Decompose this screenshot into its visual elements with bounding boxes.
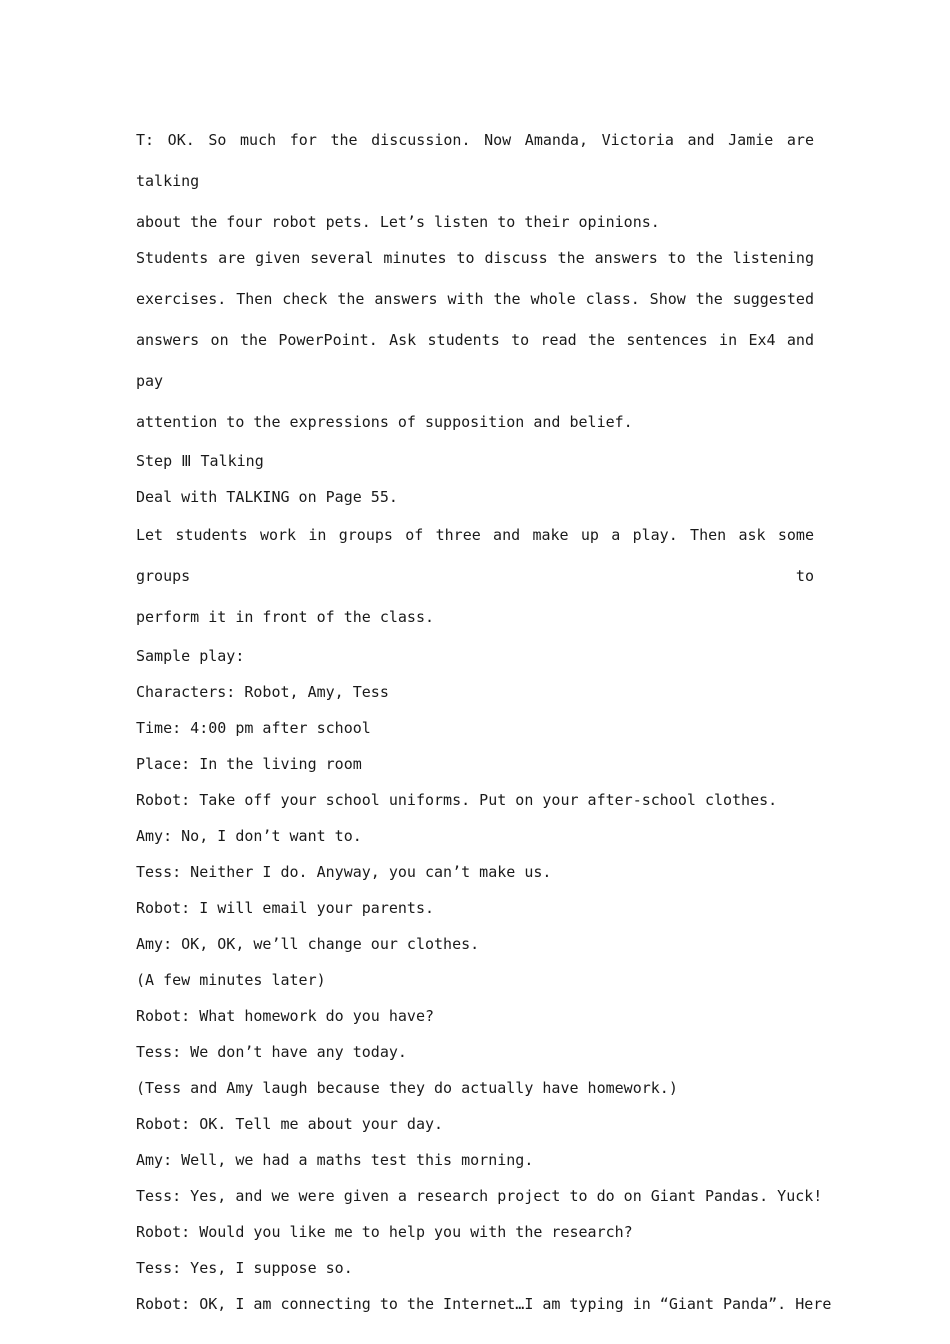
text-line: perform it in front of the class. bbox=[136, 608, 435, 626]
document-page bbox=[136, 120, 832, 1322]
sample-line: Robot: OK, I am connecting to the Internet…I am typing in “Giant Panda”. Here bbox=[136, 1295, 832, 1313]
sample-line: Tess: We don’t have any today. bbox=[136, 1043, 407, 1061]
sample-line: Sample play: bbox=[136, 647, 245, 665]
sample-line: Amy: No, I don’t want to. bbox=[136, 827, 362, 845]
sample-line: Amy: OK, OK, we’ll change our clothes. bbox=[136, 935, 480, 953]
text-line: Students are given several minutes to discuss the answers to the listening bbox=[136, 249, 814, 267]
text-line: attention to the expressions of supposition and belief. bbox=[136, 413, 633, 431]
listening-paragraph bbox=[136, 238, 814, 443]
sample-line: Place: In the living room bbox=[136, 755, 362, 773]
sample-line: Tess: Neither I do. Anyway, you can’t make us. bbox=[136, 863, 552, 881]
sample-play bbox=[136, 638, 832, 1322]
sample-line: Tess: Yes, I suppose so. bbox=[136, 1259, 353, 1277]
sample-line: Tess: Yes, and we were given a research project to do on Giant Pandas. Yuck! bbox=[136, 1187, 823, 1205]
sample-line: (Tess and Amy laugh because they do actually have homework.) bbox=[136, 1079, 678, 1097]
text-line: answers on the PowerPoint. Ask students to read the sentences in Ex4 and pay bbox=[136, 331, 814, 390]
sample-line: Robot: OK. Tell me about your day. bbox=[136, 1115, 444, 1133]
intro-paragraph bbox=[136, 120, 814, 243]
step-heading: Step Ⅲ Talking bbox=[136, 452, 264, 470]
text-line: Let students work in groups of three and make up a play. Then ask some groups to bbox=[136, 526, 814, 585]
deal-with-line: Deal with TALKING on Page 55. bbox=[136, 488, 398, 506]
instruction-paragraph bbox=[136, 515, 814, 638]
sample-line: Robot: What homework do you have? bbox=[136, 1007, 435, 1025]
text-line: exercises. Then check the answers with the whole class. Show the suggested bbox=[136, 290, 814, 308]
text-line: T: OK. So much for the discussion. Now Amanda, Victoria and Jamie are talking bbox=[136, 131, 814, 190]
text-line: about the four robot pets. Let’s listen to their opinions. bbox=[136, 213, 660, 231]
sample-line: (A few minutes later) bbox=[136, 971, 326, 989]
sample-line: Robot: Take off your school uniforms. Put on your after-school clothes. bbox=[136, 791, 778, 809]
sample-line: Robot: Would you like me to help you with the research? bbox=[136, 1223, 633, 1241]
sample-line: Robot: I will email your parents. bbox=[136, 899, 435, 917]
sample-line: Characters: Robot, Amy, Tess bbox=[136, 683, 389, 701]
sample-line: Time: 4:00 pm after school bbox=[136, 719, 371, 737]
sample-line: Amy: Well, we had a maths test this morning. bbox=[136, 1151, 534, 1169]
